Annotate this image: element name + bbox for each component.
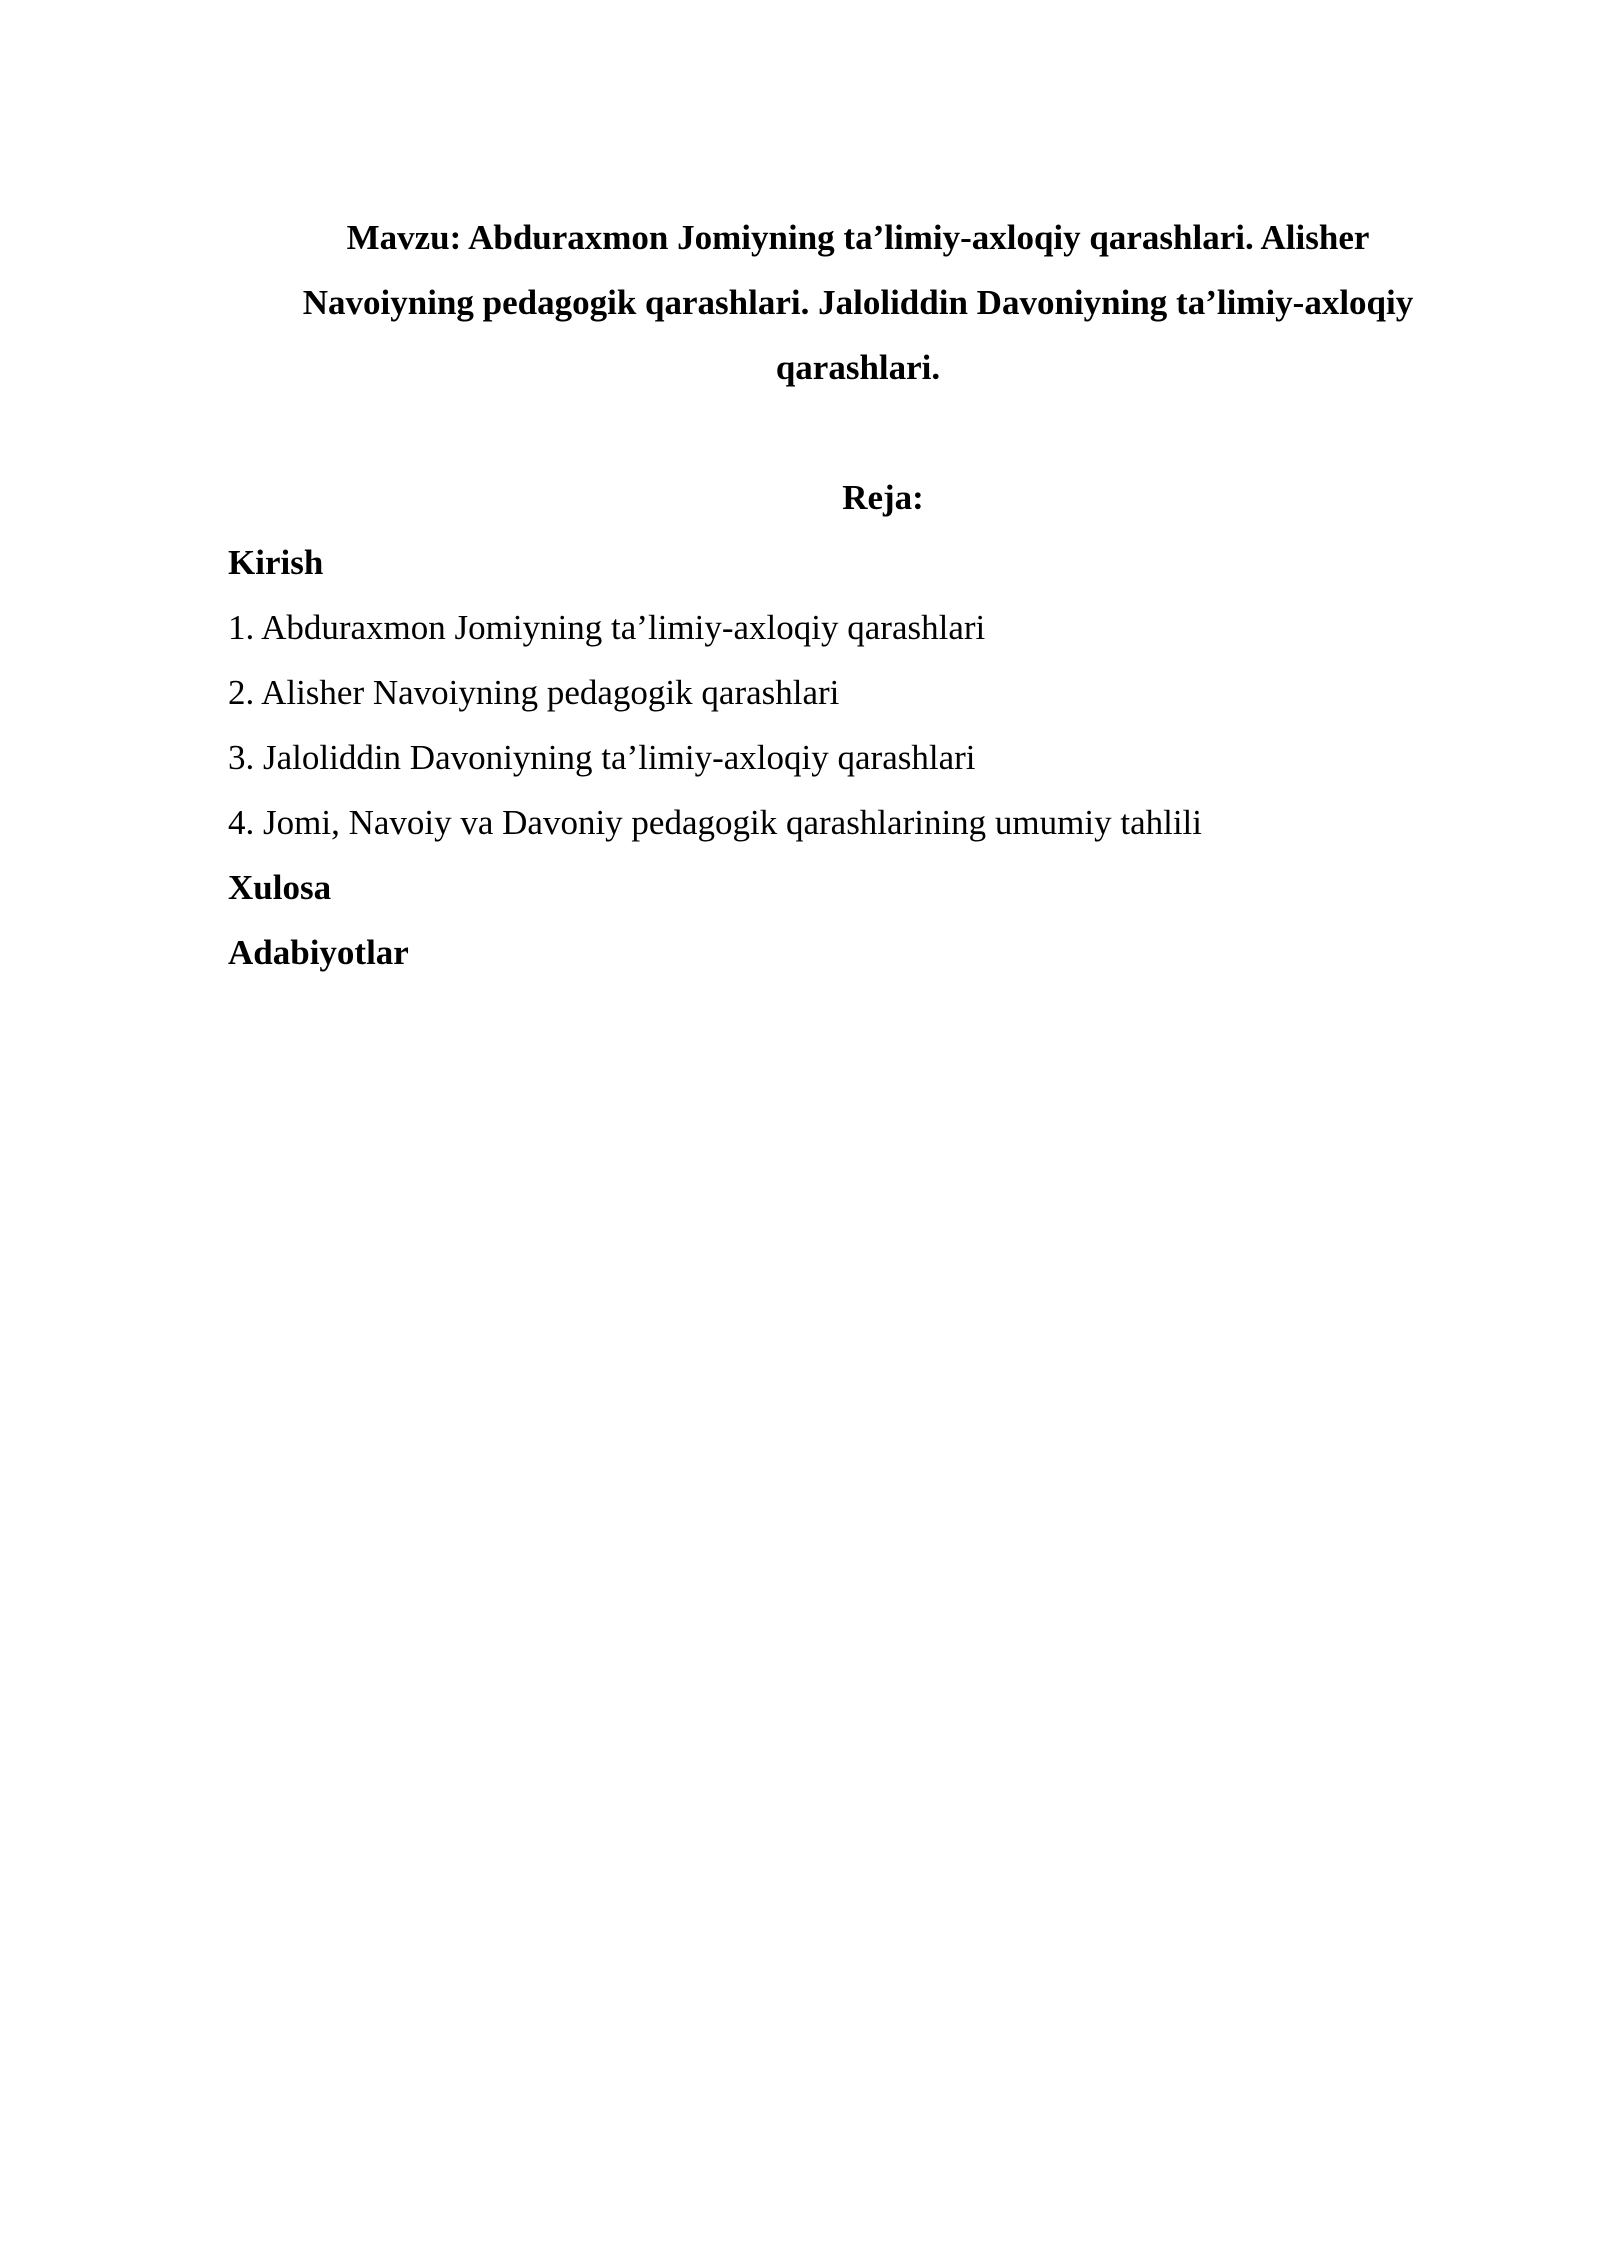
plan-item-3: 3. Jaloliddin Davoniyning ta’limiy-axloqiy qarashlari	[228, 738, 976, 777]
plan-list	[228, 530, 1458, 985]
plan-item-1: 1. Abduraxmon Jomiyning ta’limiy-axloqiy qarashlari	[228, 608, 986, 647]
plan-item-2: 2. Alisher Navoiyning pedagogik qarashlari	[228, 673, 840, 712]
plan-item-introduction: Kirish	[228, 543, 324, 582]
plan-item-4: 4. Jomi, Navoiy va Davoniy pedagogik qarashlarining umumiy tahlili	[228, 803, 1203, 842]
plan-item-conclusion: Xulosa	[228, 868, 332, 907]
document-title: Mavzu: Abduraxmon Jomiyning ta’limiy-axloqiy qarashlari. Alisher Navoiyning pedagogik qarashlari. Jaloliddin Davoniyning ta’limiy-axloqiy qarashlari.	[302, 218, 1414, 387]
plan-item-references: Adabiyotlar	[228, 933, 409, 972]
page-content	[228, 205, 1458, 985]
plan-heading: Reja:	[842, 478, 924, 517]
